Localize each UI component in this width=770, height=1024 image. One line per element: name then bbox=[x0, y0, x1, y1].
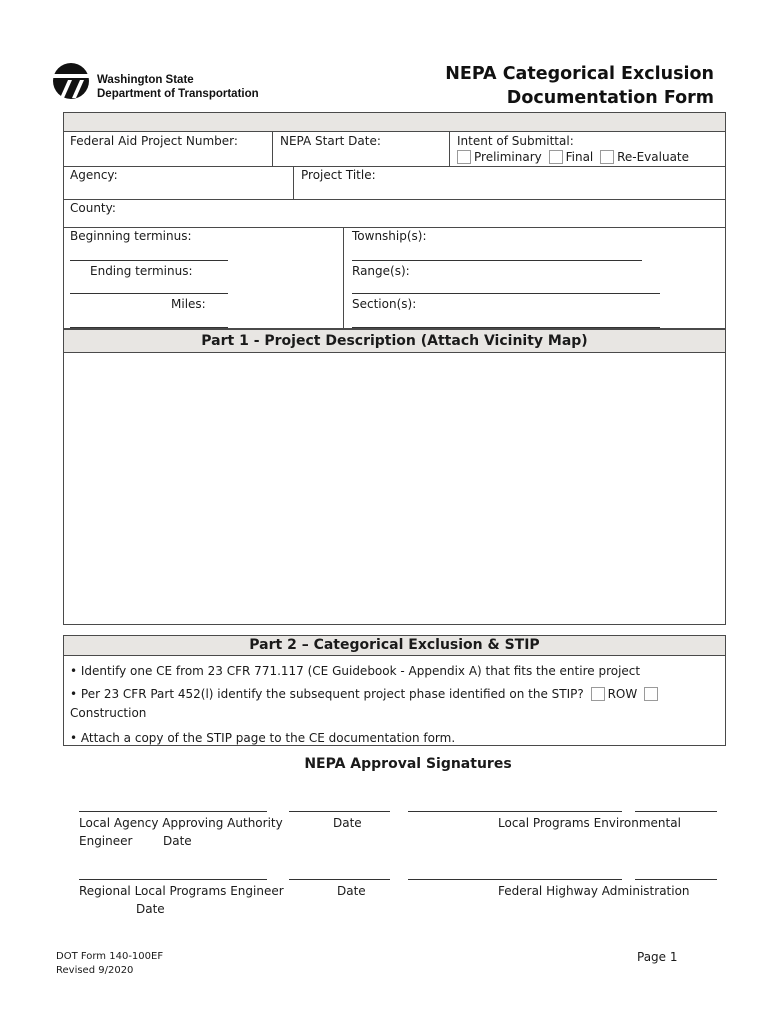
sig-line-regional[interactable] bbox=[79, 879, 267, 880]
sig-line-date-1[interactable] bbox=[289, 811, 390, 812]
ending-terminus-label: Ending terminus: bbox=[90, 264, 193, 278]
sig-line-local-programs-env[interactable] bbox=[408, 811, 622, 812]
part2-bullet-1: • Identify one CE from 23 CFR 771.117 (CE Guidebook - Appendix A) that fits the entire project bbox=[70, 664, 641, 678]
date-label: Date bbox=[337, 884, 366, 898]
miles-line[interactable] bbox=[70, 327, 228, 328]
nepa-start-label: NEPA Start Date: bbox=[280, 134, 381, 148]
township-line[interactable] bbox=[352, 260, 642, 261]
section-label: Section(s): bbox=[352, 297, 417, 311]
date-label: Date bbox=[163, 834, 192, 848]
construction-checkbox[interactable] bbox=[644, 687, 658, 701]
regional-label: Regional Local Programs Engineer bbox=[79, 884, 284, 898]
project-title-label: Project Title: bbox=[301, 168, 376, 182]
revised-date: Revised 9/2020 bbox=[56, 965, 134, 976]
form-title-line-2: Documentation Form bbox=[506, 88, 714, 108]
row-label: ROW bbox=[607, 687, 638, 701]
fhwa-label: Federal Highway Administration bbox=[498, 884, 690, 898]
sig-line-fhwa[interactable] bbox=[408, 879, 622, 880]
part1-header: Part 1 - Project Description (Attach Vicinity Map) bbox=[63, 329, 726, 353]
part2-bullet-2 bbox=[70, 687, 661, 701]
top-shaded-bar bbox=[63, 112, 726, 132]
divider bbox=[293, 166, 294, 199]
part2-bullet-2-text: • Per 23 CFR Part 452(l) identify the subsequent project phase identified on the STIP? bbox=[70, 687, 584, 701]
logo-line-1: Washington State bbox=[97, 74, 194, 86]
date-label: Date bbox=[136, 902, 165, 916]
divider bbox=[343, 227, 344, 329]
section-line[interactable] bbox=[352, 327, 660, 328]
divider bbox=[449, 131, 450, 166]
construction-label: Construction bbox=[70, 706, 147, 720]
form-title bbox=[445, 62, 714, 110]
reevaluate-checkbox[interactable] bbox=[600, 150, 614, 164]
beginning-terminus-line[interactable] bbox=[70, 260, 228, 261]
ending-terminus-line[interactable] bbox=[70, 293, 228, 294]
intent-options bbox=[457, 150, 689, 164]
county-label: County: bbox=[70, 201, 116, 215]
miles-label: Miles: bbox=[171, 297, 206, 311]
township-label: Township(s): bbox=[352, 229, 427, 243]
row-divider bbox=[63, 166, 726, 167]
sig-line-date-3[interactable] bbox=[289, 879, 390, 880]
divider bbox=[272, 131, 273, 166]
agency-logo-text bbox=[97, 73, 259, 101]
project-description-area[interactable] bbox=[63, 352, 726, 625]
signatures-title: NEPA Approval Signatures bbox=[304, 756, 512, 772]
beginning-terminus-label: Beginning terminus: bbox=[70, 229, 192, 243]
local-agency-label: Local Agency Approving Authority bbox=[79, 816, 283, 830]
sig-line-date-4[interactable] bbox=[635, 879, 717, 880]
agency-label: Agency: bbox=[70, 168, 118, 182]
intent-label: Intent of Submittal: bbox=[457, 134, 574, 148]
preliminary-checkbox[interactable] bbox=[457, 150, 471, 164]
row-checkbox[interactable] bbox=[591, 687, 605, 701]
wsdot-logo-icon bbox=[52, 62, 92, 102]
range-label: Range(s): bbox=[352, 264, 410, 278]
sig-line-local-agency[interactable] bbox=[79, 811, 267, 812]
row-divider bbox=[63, 199, 726, 200]
date-label: Date bbox=[333, 816, 362, 830]
row-divider bbox=[63, 227, 726, 228]
part2-bullet-3: • Attach a copy of the STIP page to the CE documentation form. bbox=[70, 731, 456, 745]
preliminary-label: Preliminary bbox=[474, 150, 542, 164]
part2-header: Part 2 – Categorical Exclusion & STIP bbox=[63, 635, 726, 656]
federal-aid-label: Federal Aid Project Number: bbox=[70, 134, 238, 148]
final-label: Final bbox=[565, 150, 594, 164]
form-number: DOT Form 140-100EF bbox=[56, 951, 164, 962]
page-number: Page 1 bbox=[637, 950, 678, 964]
form-title-line-1: NEPA Categorical Exclusion bbox=[445, 64, 714, 84]
local-programs-env-label: Local Programs Environmental bbox=[498, 816, 681, 830]
final-checkbox[interactable] bbox=[549, 150, 563, 164]
reevaluate-label: Re-Evaluate bbox=[617, 150, 690, 164]
sig-line-date-2[interactable] bbox=[635, 811, 717, 812]
range-line[interactable] bbox=[352, 293, 660, 294]
engineer-label: Engineer bbox=[79, 834, 133, 848]
logo-line-2: Department of Transportation bbox=[97, 88, 259, 100]
